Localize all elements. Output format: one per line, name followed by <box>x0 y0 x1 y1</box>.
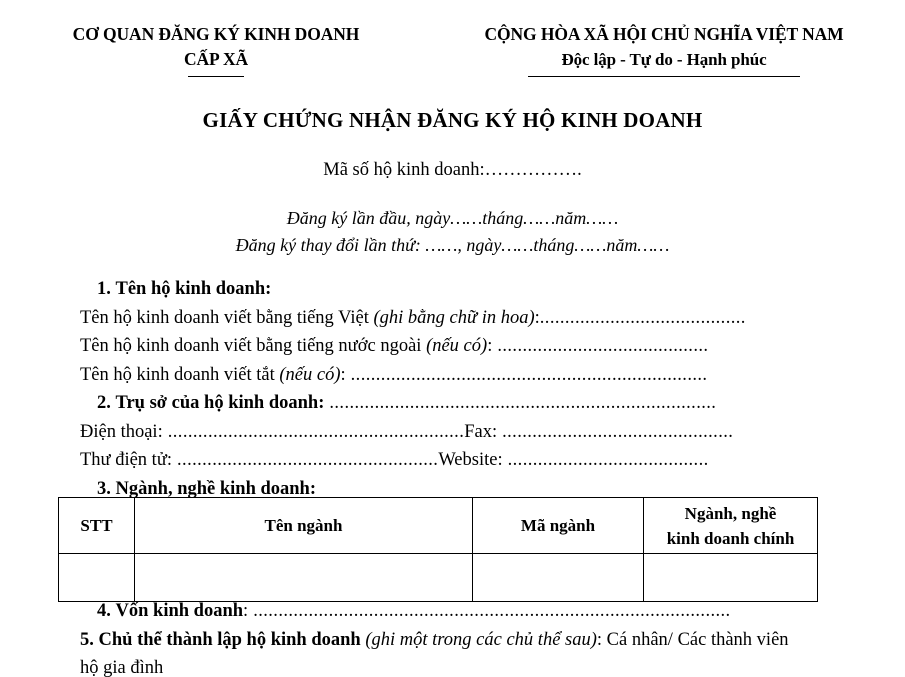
section-4-colon: : <box>243 601 249 621</box>
national-title: CỘNG HÒA XÃ HỘI CHỦ NGHĨA VIỆT NAM <box>484 24 844 44</box>
document-header <box>0 22 905 77</box>
business-name-vietnamese-dots: ......................................... <box>539 307 746 328</box>
business-name-vietnamese-label: Tên hộ kinh doanh viết bằng tiếng Việt <box>80 307 374 328</box>
section-1-heading <box>80 275 806 304</box>
section-1-number: 1. <box>97 279 111 299</box>
section-2-number: 2. <box>97 393 111 413</box>
column-header-stt: STT <box>59 498 135 554</box>
business-name-abbrev-colon: : <box>340 364 346 385</box>
business-name-foreign-colon: : <box>487 336 493 356</box>
industry-table-wrapper <box>58 497 813 602</box>
fax-label: Fax: <box>464 421 498 442</box>
national-motto: Độc lập - Tự do - Hạnh phúc <box>561 50 767 69</box>
business-code-label: Mã số hộ kinh doanh: <box>323 160 485 180</box>
website-label: Website: <box>438 450 503 470</box>
business-name-abbrev-note: (nếu có) <box>279 364 341 385</box>
section-5-value: Cá nhân/ Các thành viên hộ gia đình <box>80 629 789 677</box>
document-body <box>80 275 806 503</box>
email-label: Thư điện tử: <box>80 450 172 470</box>
section-5-colon: : <box>596 629 607 650</box>
registration-dates-block <box>0 205 905 259</box>
section-4-title: Vốn kinh doanh <box>115 601 244 621</box>
section-2-address-dots: ............................................................................. <box>324 393 717 413</box>
column-header-main-industry-line2: kinh doanh chính <box>666 528 795 548</box>
email-dots: .................................................... <box>172 450 439 470</box>
amended-registration-line: Đăng ký thay đổi lần thứ: ……, ngày……tháng……năm…… <box>235 235 670 255</box>
email-website-line <box>80 446 806 475</box>
section-5-line <box>80 626 806 677</box>
section-4-dots: ............................................................................................... <box>248 601 731 621</box>
cell-industry-name[interactable] <box>135 554 473 602</box>
column-header-industry-name: Tên ngành <box>135 498 473 554</box>
business-name-foreign-line <box>80 332 806 361</box>
page-title: GIẤY CHỨNG NHẬN ĐĂNG KÝ HỘ KINH DOANH <box>202 108 703 132</box>
issuing-authority-line2: CẤP XÃ <box>183 49 249 69</box>
header-left-divider <box>188 76 244 77</box>
section-5-title: Chủ thể thành lập hộ kinh doanh <box>98 629 366 650</box>
phone-label: Điện thoại: <box>80 421 163 442</box>
business-code-dots: ……………. <box>484 160 582 180</box>
section-5-note: (ghi một trong các chủ thể sau) <box>365 629 597 650</box>
business-name-vietnamese-line <box>80 304 806 333</box>
business-name-abbrev-dots: ....................................................................... <box>345 364 708 385</box>
section-1-title: Tên hộ kinh doanh: <box>115 279 272 299</box>
column-header-main-industry <box>644 498 818 554</box>
cell-stt[interactable] <box>59 554 135 602</box>
header-right-column <box>434 22 894 77</box>
cell-industry-code[interactable] <box>473 554 644 602</box>
industry-table-header-row <box>59 498 818 554</box>
header-right-divider <box>528 76 800 77</box>
column-header-main-industry-line1: Ngành, nghề <box>684 503 777 523</box>
section-4-line <box>80 597 806 626</box>
section-3-number: 3. <box>97 478 111 499</box>
section-4-number: 4. <box>97 601 111 621</box>
industry-table <box>58 497 818 602</box>
section-3-title: Ngành, nghề kinh doanh: <box>115 478 317 499</box>
website-dots: ........................................ <box>502 450 709 470</box>
cell-main-industry[interactable] <box>644 554 818 602</box>
business-name-abbrev-line <box>80 361 806 390</box>
first-registration-line: Đăng ký lần đầu, ngày……tháng……năm…… <box>286 208 619 228</box>
business-name-vietnamese-colon: : <box>534 307 540 328</box>
business-name-foreign-note: (nếu có) <box>426 336 488 356</box>
section-5-number: 5. <box>80 629 94 650</box>
section-2-title: Trụ sở của hộ kinh doanh: <box>115 393 325 413</box>
business-name-foreign-label: Tên hộ kinh doanh viết bằng tiếng nước ngoài <box>80 336 427 356</box>
column-header-industry-code: Mã ngành <box>473 498 644 554</box>
table-row[interactable] <box>59 554 818 602</box>
business-code-line <box>0 160 905 181</box>
header-left-column <box>6 22 426 77</box>
issuing-authority-line1: CƠ QUAN ĐĂNG KÝ KINH DOANH <box>72 24 360 44</box>
business-name-abbrev-label: Tên hộ kinh doanh viết tắt <box>80 364 280 385</box>
document-body-bottom <box>80 597 806 677</box>
phone-fax-line <box>80 418 806 447</box>
fax-dots: .............................................. <box>497 421 734 442</box>
phone-dots: ........................................................... <box>162 421 465 442</box>
business-name-foreign-dots: .......................................... <box>492 336 709 356</box>
business-name-vietnamese-note: (ghi bằng chữ in hoa) <box>373 307 535 328</box>
section-2-heading <box>80 389 806 418</box>
